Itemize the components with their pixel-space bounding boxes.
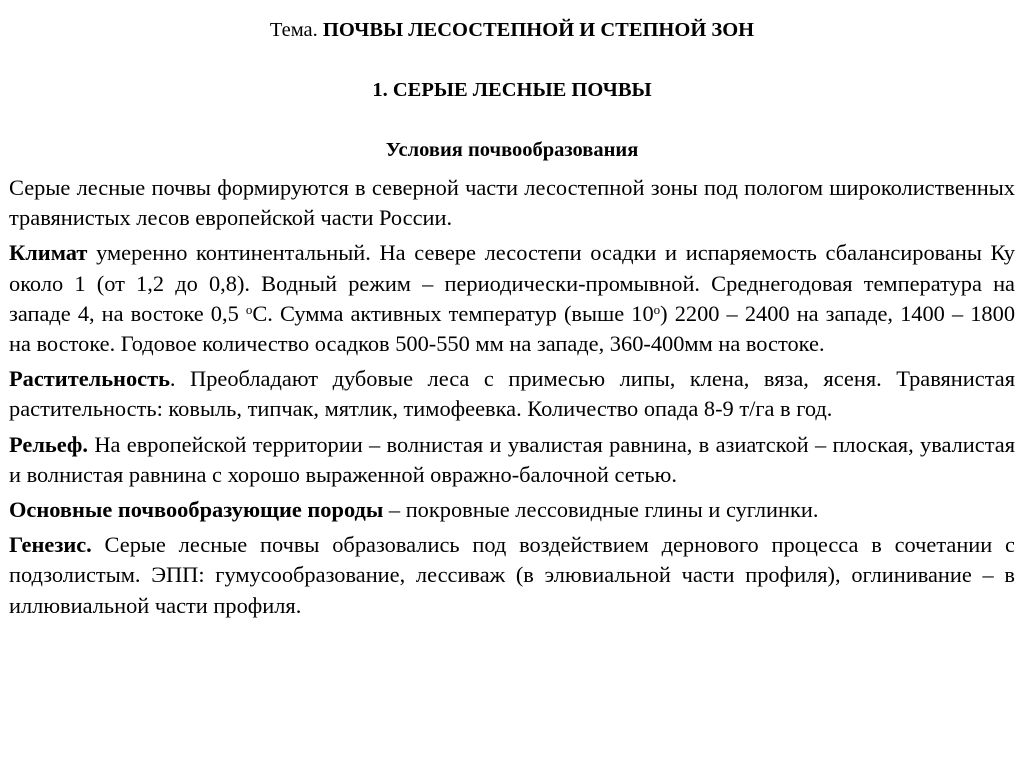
relief-text: На европейской территории – волнистая и увалистая равнина, в азиатской – плоская, увалистая и волнистая равнина с хорошо выраженной овражно-балочной сетью.: [9, 431, 1015, 487]
intro-text: Серые лесные почвы формируются в северной части лесостепной зоны под пологом широколиственных травянистых лесов европейской части России.: [9, 175, 1015, 231]
paragraph-parent-rocks: [9, 495, 1015, 525]
climate-term: Климат: [9, 240, 88, 266]
genesis-text: Серые лесные почвы образовались под воздействием дернового процесса в сочетании с подзолистым. ЭПП: гумусообразование, лессиваж (в элювиальной части профиля), оглинивание – в иллювиальной части профиля.: [9, 532, 1015, 618]
document-body: [9, 173, 1015, 626]
vegetation-text: . Преобладают дубовые леса с примесью липы, клена, вяза, ясеня. Травянистая растительность: ковыль, типчак, мятлик, тимофеевка. Количество опада 8-9 т/га в год.: [9, 366, 1015, 422]
section-heading: 1. СЕРЫЕ ЛЕСНЫЕ ПОЧВЫ: [372, 79, 652, 101]
climate-text-2: С. Сумма активных температур (выше 10: [252, 300, 654, 326]
paragraph-intro: [9, 173, 1015, 233]
paragraph-relief: [9, 430, 1015, 490]
paragraph-climate: [9, 238, 1015, 359]
degree-superscript: о: [245, 301, 253, 317]
genesis-term: Генезис.: [9, 532, 92, 558]
relief-term: Рельеф.: [9, 431, 89, 457]
topic-heading: [0, 18, 1024, 42]
parent-rocks-text: – покровные лессовидные глины и суглинки.: [383, 497, 819, 523]
topic-label: Тема.: [269, 19, 318, 41]
subsection-heading: Условия почвообразования: [385, 139, 639, 161]
paragraph-genesis: [9, 530, 1015, 621]
vegetation-term: Растительность: [9, 366, 170, 392]
degree-superscript: о: [653, 301, 661, 317]
paragraph-vegetation: [9, 364, 1015, 424]
parent-rocks-term: Основные почвообразующие породы: [9, 497, 384, 523]
climate-text-1: умеренно континентальный. На севере лесостепи осадки и испаряемость сбалансированы Ку около 1 (от 1,2 до 0,8). Водный режим – периодически-промывной. Среднегодовая температура на западе 4, на востоке 0,5: [9, 240, 1015, 326]
topic-title: ПОЧВЫ ЛЕСОСТЕПНОЙ И СТЕПНОЙ ЗОН: [322, 19, 755, 41]
climate-text-3: ) 2200 – 2400 на западе, 1400 – 1800 на востоке. Годовое количество осадков 500-550 мм на западе, 360-400мм на востоке.: [9, 300, 1016, 357]
